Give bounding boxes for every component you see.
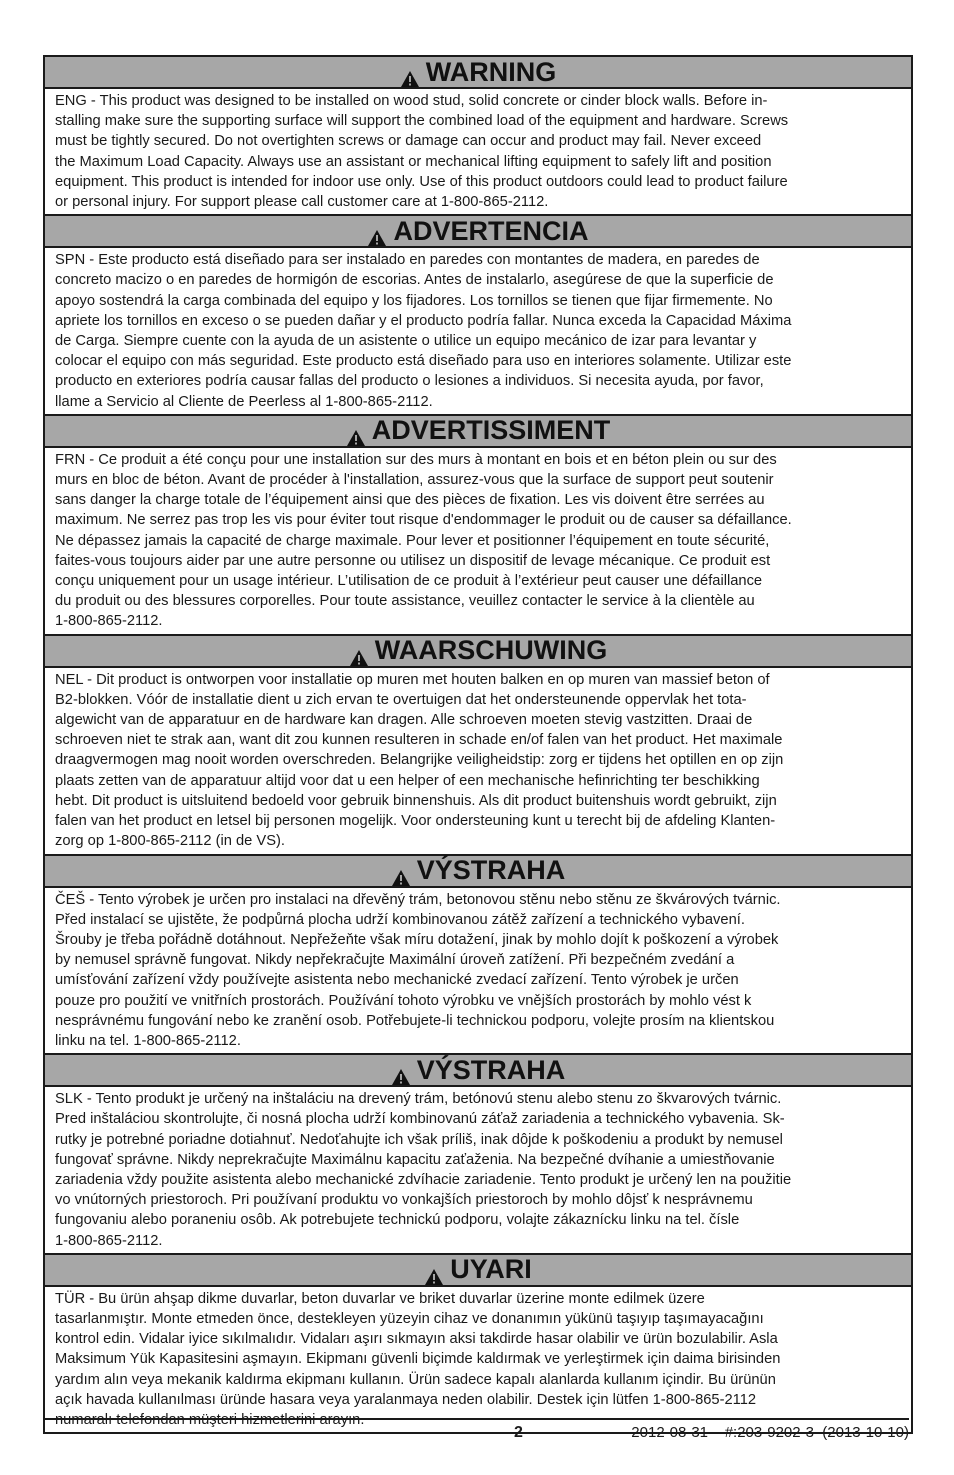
warning-section: [45, 856, 911, 1056]
section-body: [45, 89, 911, 216]
body-text-line: kontrol edin. Vidalar iyice sıkılmalıdır. Vidaları aşırı sıkmayın aksi takdirde hasar olabilir ve ürün bozulabilir. Asla: [55, 1331, 778, 1348]
warning-section: [45, 1255, 911, 1432]
body-text-line: falen van het product en letsel bij personen mogelijk. Voor ondersteuning kunt u terecht bij de afdeling Klanten-: [55, 813, 776, 830]
body-text-line: apoyo sostendrá la carga combinada del equipo y los fijadores. Los tornillos se tienen que fijar firmemente. No: [55, 292, 773, 309]
body-text-line: zorg op 1-800-865-2112 (in de VS).: [55, 833, 285, 850]
warning-triangle-icon: [400, 64, 420, 82]
warning-section: [45, 636, 911, 856]
section-title: ADVERTISSIMENT: [371, 415, 611, 446]
body-text-line: Pred inštaláciou skontrolujte, či nosná plocha udrží kombinovanú záťaž zariadenia a technického vybavenia. Sk-: [55, 1111, 785, 1128]
section-body: [45, 1287, 911, 1432]
body-text-line: fungovaniu alebo poraneniu osôb. Ak potrebujete technickú podporu, volajte zákaznícku linku na tel. čísle: [55, 1212, 740, 1229]
section-header: [45, 1055, 911, 1087]
section-header: [45, 856, 911, 888]
section-header: [45, 1255, 911, 1287]
warning-triangle-icon: [349, 643, 369, 661]
warning-section: [45, 216, 911, 416]
warning-triangle-icon: [346, 423, 366, 441]
body-text-line: concreto macizo o en paredes de hormigón de escorias. Antes de instalarlo, asegúrese de que la superficie de: [55, 272, 774, 289]
section-body: [45, 448, 911, 636]
body-text-line: Ne dépassez jamais la capacité de charge maximale. Pour lever et positionner l’équipement en toute sécurité,: [55, 532, 770, 549]
body-text-line: algewicht van de apparatuur en de hardware kan dragen. Alle schroeven moeten stevig vastzitten. Draai de: [55, 712, 753, 729]
section-title: VÝSTRAHA: [416, 1054, 566, 1085]
body-text-line: nesprávnému fungování nebo ke zranění osob. Potřebujete-li technickou podporu, volejte prosím na klientskou: [55, 1012, 775, 1029]
body-text-line: linku na tel. 1-800-865-2112.: [55, 1032, 241, 1049]
warning-section: [45, 1055, 911, 1255]
warning-triangle-icon: [391, 1062, 411, 1080]
body-text-line: FRN - Ce produit a été conçu pour une installation sur des murs à montant en bois et en béton plein ou sur des: [55, 451, 777, 468]
warning-section: [45, 416, 911, 636]
warnings-frame: [43, 55, 913, 1434]
body-text-line: Šrouby je třeba pořádně dotáhnout. Nepřežeňte však míru dotažení, jinak by mohlo dojít k poškození a výrobek: [55, 931, 779, 948]
body-text-line: must be tightly secured. Do not overtighten screws or damage can occur and product may fail. Never exceed: [55, 133, 762, 150]
body-text-line: stalling make sure the supporting surface will support the combined load of the equipment and hardware. Screws: [55, 113, 789, 130]
body-text-line: du produit ou des blessures corporelles. Pour toute assistance, veuillez contacter le service à la clientèle au: [55, 593, 755, 610]
body-text-line: numaralı telefondan müşteri hizmetlerini arayın.: [55, 1411, 365, 1428]
body-text-line: draagvermogen mag nooit worden overschreden. Belangrijke veiligheidstip: zorg er tijdens het optillen en op zijn: [55, 752, 784, 769]
body-text-line: producto en exteriores podría causar fallas del producto o lesiones a individuos. Si necesita ayuda, por favor,: [55, 373, 764, 390]
body-text-line: equipment. This product is intended for indoor use only. Use of this product outdoors could lead to product failure: [55, 173, 788, 190]
body-text-line: zariadenia vždy použite asistenta alebo mechanické zdvíhacie zariadenie. Tento produkt je určený len na použitie: [55, 1171, 792, 1188]
body-text-line: açık havada kullanılması üründe hasara veya yaralanmaya neden olabilir. Destek için lütfen 1-800-865-2112: [55, 1391, 757, 1408]
body-text-line: llame a Servicio al Cliente de Peerless al 1-800-865-2112.: [55, 393, 433, 410]
body-text-line: fungovať správne. Nikdy neprekračujte Maximálnu kapacitu zaťaženia. Na bezpečné dvíhanie a umiestňovanie: [55, 1151, 775, 1168]
body-text-line: NEL - Dit product is ontworpen voor installatie op muren met houten balken en op muren van massief beton of: [55, 671, 770, 688]
page-number: 2: [514, 1424, 523, 1441]
body-text-line: conçu uniquement pour un usage intérieur. L’utilisation de ce produit à l’extérieur peut causer une défaillance: [55, 573, 763, 590]
section-title: UYARI: [450, 1254, 532, 1285]
body-text-line: plaats zetten van de apparatuur altijd voor dat u een helper of een mechanische hefinrichting ter beschikking: [55, 772, 760, 789]
body-text-line: maximum. Ne serrez pas trop les vis pour éviter tout risque d'endommager le produit ou de causer sa défaillance.: [55, 512, 792, 529]
section-title: VÝSTRAHA: [416, 855, 566, 885]
section-body: [45, 248, 911, 416]
body-text-line: 1-800-865-2112.: [55, 1232, 163, 1249]
body-text-line: murs en bloc de béton. Avant de procéder à l'installation, assurez-vous que la surface de support peut soutenir: [55, 472, 774, 489]
body-text-line: tasarlanmıştır. Monte etmeden önce, destekleyen yüzeyin cihaz ve donanımın yükünü taşıyıp taşımayacağını: [55, 1310, 764, 1327]
body-text-line: SLK - Tento produkt je určený na inštaláciu na drevený trám, betónovú stenu alebo stenu zo škvarových tvárnic.: [55, 1091, 782, 1108]
body-text-line: by nemusel správně fungovat. Nikdy nepřekračujte Maximální úroveň zatížení. Při bezpečném zvedání a: [55, 952, 735, 969]
section-title: ADVERTENCIA: [393, 215, 589, 246]
body-text-line: schroeven niet te strak aan, want dit zou kunnen resulteren in schade en/of falen van het product. Het maximale: [55, 732, 783, 749]
body-text-line: sans danger la charge totale de l’équipement ainsi que des pièces de fixation. Les vis doivent être serrées au: [55, 492, 765, 509]
section-header: [45, 216, 911, 248]
body-text-line: ČEŠ - Tento výrobek je určen pro instalaci na dřevěný trám, betonovou stěnu nebo stěnu ze škvárových tvárnic.: [55, 891, 781, 908]
body-text-line: hebt. Dit product is uitsluitend bedoeld voor gebruik binnenshuis. Als dit product buitenshuis wordt gebruikt, zijn: [55, 792, 777, 809]
warning-section: [45, 57, 911, 216]
body-text-line: yardım alın veya mekanik kaldırma ekipmanı kullanın. Ürün sadece kapalı alanlarda kullanım içindir. Bu ürünün: [55, 1371, 776, 1388]
section-title: WAARSCHUWING: [374, 635, 608, 666]
section-header: [45, 416, 911, 448]
body-text-line: Maksimum Yük Kapasitesini aşmayın. Ekipmanı güvenli biçimde kaldırmak ve yerleştirmek için daima birisinden: [55, 1351, 781, 1368]
body-text-line: B2-blokken. Vóór de installatie dient u zich ervan te overtuigen dat het ondersteunende oppervlak het tota-: [55, 691, 747, 708]
section-header: [45, 57, 911, 89]
body-text-line: apriete los tornillos en exceso o se pueden dañar y el producto podría fallar. Nunca exceda la Capacidad Máxima: [55, 312, 792, 329]
body-text-line: SPN - Este producto está diseñado para ser instalado en paredes con montantes de madera, en paredes de: [55, 252, 760, 269]
body-text-line: vo vnútorných priestoroch. Pri používaní produktu vo vonkajších priestoroch by mohlo dôjsť k nesprávnemu: [55, 1192, 753, 1209]
body-text-line: TÜR - Bu ürün ahşap dikme duvarlar, beton duvarlar ve briket duvarlar üzerine monte edilmek üzere: [55, 1290, 705, 1307]
body-text-line: Před instalací se ujistěte, že podpůrná plocha udrží kombinovanou zátěž zařízení a technického vybavení.: [55, 911, 745, 928]
section-header: [45, 636, 911, 668]
body-text-line: the Maximum Load Capacity. Always use an assistant or mechanical lifting equipment to safely lift and position: [55, 153, 772, 170]
body-text-line: faites-vous toujours aider par une autre personne ou utilisez un dispositif de levage mécanique. Ce produit est: [55, 552, 771, 569]
section-title: WARNING: [425, 56, 557, 87]
section-body: [45, 668, 911, 856]
body-text-line: ENG - This product was designed to be installed on wood stud, solid concrete or cinder block walls. Before in-: [55, 93, 768, 109]
body-text-line: rutky je potrebné poriadne dotiahnuť. Nedoťahujte ich však príliš, inak dôjde k poškodeniu a produkt by nemusel: [55, 1131, 783, 1148]
body-text-line: umísťování zařízení vždy používejte asistenta nebo mechanické zvedací zařízení. Tento výrobek je určen: [55, 972, 739, 989]
body-text-line: colocar el equipo con más seguridad. Este producto está diseñado para uso en interiores solamente. Utilizar este: [55, 353, 792, 370]
page-footer: [43, 1418, 909, 1442]
body-text-line: de Carga. Siempre cuente con la ayuda de un asistente o utilice un equipo mecánico de izar para levantar y: [55, 333, 757, 350]
warning-triangle-icon: [391, 863, 411, 881]
warning-triangle-icon: [367, 223, 387, 241]
section-body: [45, 888, 911, 1056]
section-body: [45, 1087, 911, 1255]
body-text-line: or personal injury. For support please call customer care at 1-800-865-2112.: [55, 194, 549, 211]
body-text-line: 1-800-865-2112.: [55, 613, 163, 630]
document-reference: 2012-08-31 #:203-9202-3 (2013-10-10): [631, 1424, 909, 1441]
warning-triangle-icon: [424, 1262, 444, 1280]
body-text-line: pouze pro použití ve vnitřních prostorách. Používání tohoto výrobku ve vnějších prostorách by mohlo vést k: [55, 992, 752, 1009]
